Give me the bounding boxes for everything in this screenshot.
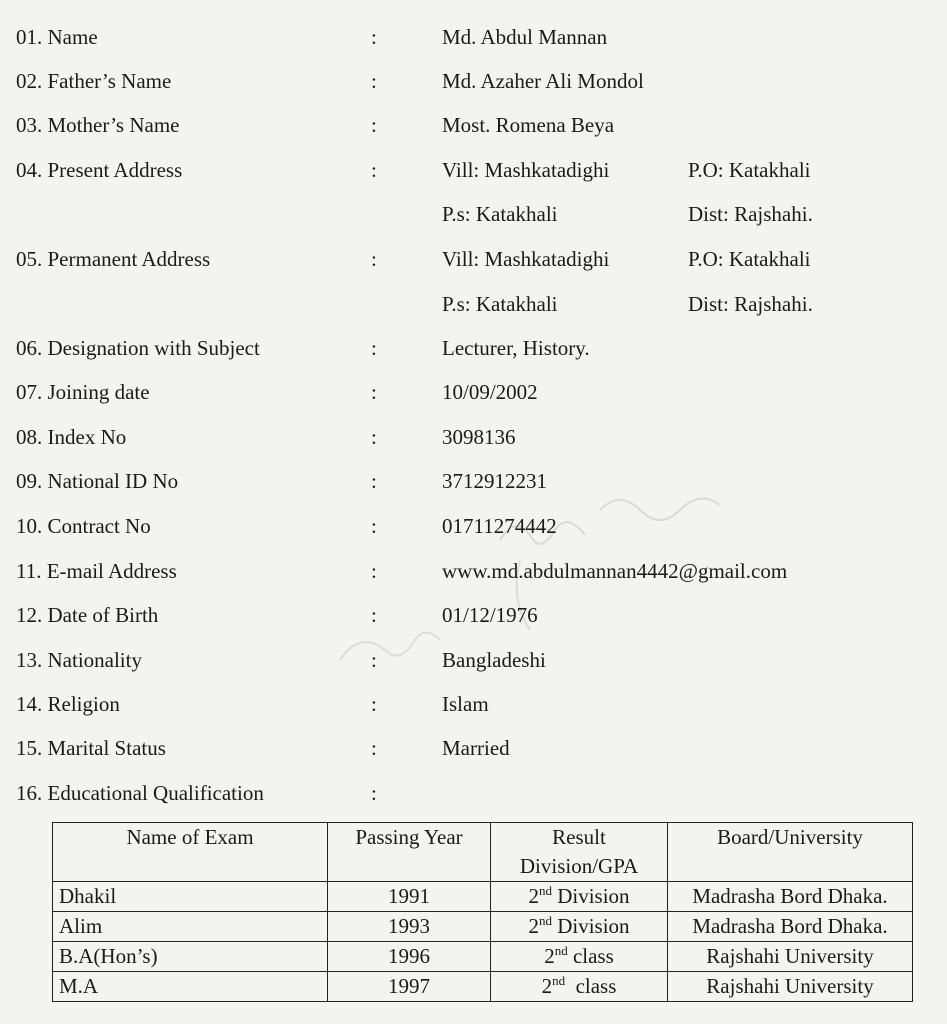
result-number: 2 — [544, 944, 555, 968]
field-row-permanent-address-cont — [0, 289, 947, 319]
field-value: Bangladeshi — [442, 648, 546, 672]
field-colon: : — [371, 603, 377, 627]
field-value: 3712912231 — [442, 469, 547, 493]
cell-board: Madrasha Bord Dhaka. — [668, 882, 913, 912]
cell-exam: M.A — [53, 972, 328, 1002]
table-row — [53, 912, 913, 942]
field-value: P.s: Katakhali — [442, 202, 558, 226]
field-value: 01711274442 — [442, 514, 557, 538]
education-table-header — [53, 823, 913, 882]
field-row-nationality — [0, 645, 947, 675]
cell-result — [491, 882, 668, 912]
field-row-designation — [0, 333, 947, 363]
cell-result — [491, 972, 668, 1002]
field-row-permanent-address — [0, 244, 947, 274]
field-value: 01/12/1976 — [442, 603, 538, 627]
cell-board: Madrasha Bord Dhaka. — [668, 912, 913, 942]
cell-board: Rajshahi University — [668, 942, 913, 972]
result-number: 2 — [528, 914, 539, 938]
header-result-line1: Result — [552, 825, 606, 849]
field-row-name — [0, 22, 947, 52]
field-colon: : — [371, 514, 377, 538]
field-colon: : — [371, 113, 377, 137]
field-row-educational-qualification — [0, 778, 947, 808]
field-label: 02. Father’s Name — [16, 69, 172, 93]
field-colon: : — [371, 69, 377, 93]
field-row-date-of-birth — [0, 600, 947, 630]
field-row-email — [0, 556, 947, 586]
field-label: 04. Present Address — [16, 158, 183, 182]
field-colon: : — [371, 336, 377, 360]
result-number: 2 — [528, 884, 539, 908]
field-label: 13. Nationality — [16, 648, 142, 672]
cell-exam: Alim — [53, 912, 328, 942]
field-label: 15. Marital Status — [16, 736, 166, 760]
field-row-religion — [0, 689, 947, 719]
field-label: 14. Religion — [16, 692, 120, 716]
field-value: P.s: Katakhali — [442, 292, 558, 316]
field-row-present-address — [0, 155, 947, 185]
header-result — [491, 823, 668, 882]
field-colon: : — [371, 736, 377, 760]
field-value-secondary: P.O: Katakhali — [688, 158, 811, 182]
field-label: 05. Permanent Address — [16, 247, 211, 271]
field-label: 16. Educational Qualification — [16, 781, 264, 805]
field-value: 10/09/2002 — [442, 380, 538, 404]
field-label: 11. E-mail Address — [16, 559, 177, 583]
cell-year: 1996 — [328, 942, 491, 972]
result-ordinal: nd — [554, 943, 568, 958]
field-value: Md. Azaher Ali Mondol — [442, 69, 644, 93]
cell-year: 1997 — [328, 972, 491, 1002]
result-ordinal: nd — [538, 883, 552, 898]
cell-exam: Dhakil — [53, 882, 328, 912]
field-label: 12. Date of Birth — [16, 603, 159, 627]
field-row-joining-date — [0, 377, 947, 407]
field-label: 06. Designation with Subject — [16, 336, 260, 360]
field-label: 08. Index No — [16, 425, 127, 449]
field-row-present-address-cont — [0, 199, 947, 229]
field-label: 09. National ID No — [16, 469, 179, 493]
field-value-secondary: P.O: Katakhali — [688, 247, 811, 271]
field-label: 07. Joining date — [16, 380, 150, 404]
field-value: Vill: Mashkatadighi — [442, 158, 610, 182]
field-colon: : — [371, 469, 377, 493]
field-label: 01. Name — [16, 25, 98, 49]
field-colon: : — [371, 781, 377, 805]
field-value: 3098136 — [442, 425, 516, 449]
header-year: Passing Year — [328, 823, 491, 882]
result-number: 2 — [541, 974, 553, 998]
table-row — [53, 882, 913, 912]
result-text: class — [567, 944, 614, 968]
field-row-national-id — [0, 466, 947, 496]
field-label: 10. Contract No — [16, 514, 151, 538]
cell-year: 1991 — [328, 882, 491, 912]
field-colon: : — [371, 158, 377, 182]
field-value: Lecturer, History. — [442, 336, 590, 360]
field-row-mothers-name — [0, 110, 947, 140]
field-value: Vill: Mashkatadighi — [442, 247, 610, 271]
field-value: Most. Romena Beya — [442, 113, 615, 137]
field-value: Md. Abdul Mannan — [442, 25, 608, 49]
header-exam: Name of Exam — [53, 823, 328, 882]
field-row-contract-no — [0, 511, 947, 541]
cell-exam: B.A(Hon’s) — [53, 942, 328, 972]
result-ordinal: nd — [538, 913, 552, 928]
field-colon: : — [371, 692, 377, 716]
cell-result — [491, 912, 668, 942]
field-row-marital-status — [0, 733, 947, 763]
field-colon: : — [371, 425, 377, 449]
table-row — [53, 942, 913, 972]
field-colon: : — [371, 648, 377, 672]
field-row-index-no — [0, 422, 947, 452]
field-colon: : — [371, 25, 377, 49]
field-value-secondary: Dist: Rajshahi. — [688, 292, 813, 316]
result-text: Division — [551, 884, 630, 908]
field-colon: : — [371, 559, 377, 583]
field-value: www.md.abdulmannan4442@gmail.com — [442, 559, 788, 583]
field-value-secondary: Dist: Rajshahi. — [688, 202, 813, 226]
cell-board: Rajshahi University — [668, 972, 913, 1002]
header-result-line2: Division/GPA — [519, 854, 639, 878]
field-row-fathers-name — [0, 66, 947, 96]
field-value: Islam — [442, 692, 489, 716]
result-text: class — [565, 974, 617, 998]
table-row — [53, 972, 913, 1002]
field-colon: : — [371, 380, 377, 404]
field-value: Married — [442, 736, 510, 760]
field-label: 03. Mother’s Name — [16, 113, 180, 137]
result-text: Division — [551, 914, 630, 938]
header-board: Board/University — [668, 823, 913, 882]
result-ordinal: nd — [552, 973, 566, 988]
field-colon: : — [371, 247, 377, 271]
cell-result — [491, 942, 668, 972]
education-table — [52, 822, 913, 1002]
cell-year: 1993 — [328, 912, 491, 942]
